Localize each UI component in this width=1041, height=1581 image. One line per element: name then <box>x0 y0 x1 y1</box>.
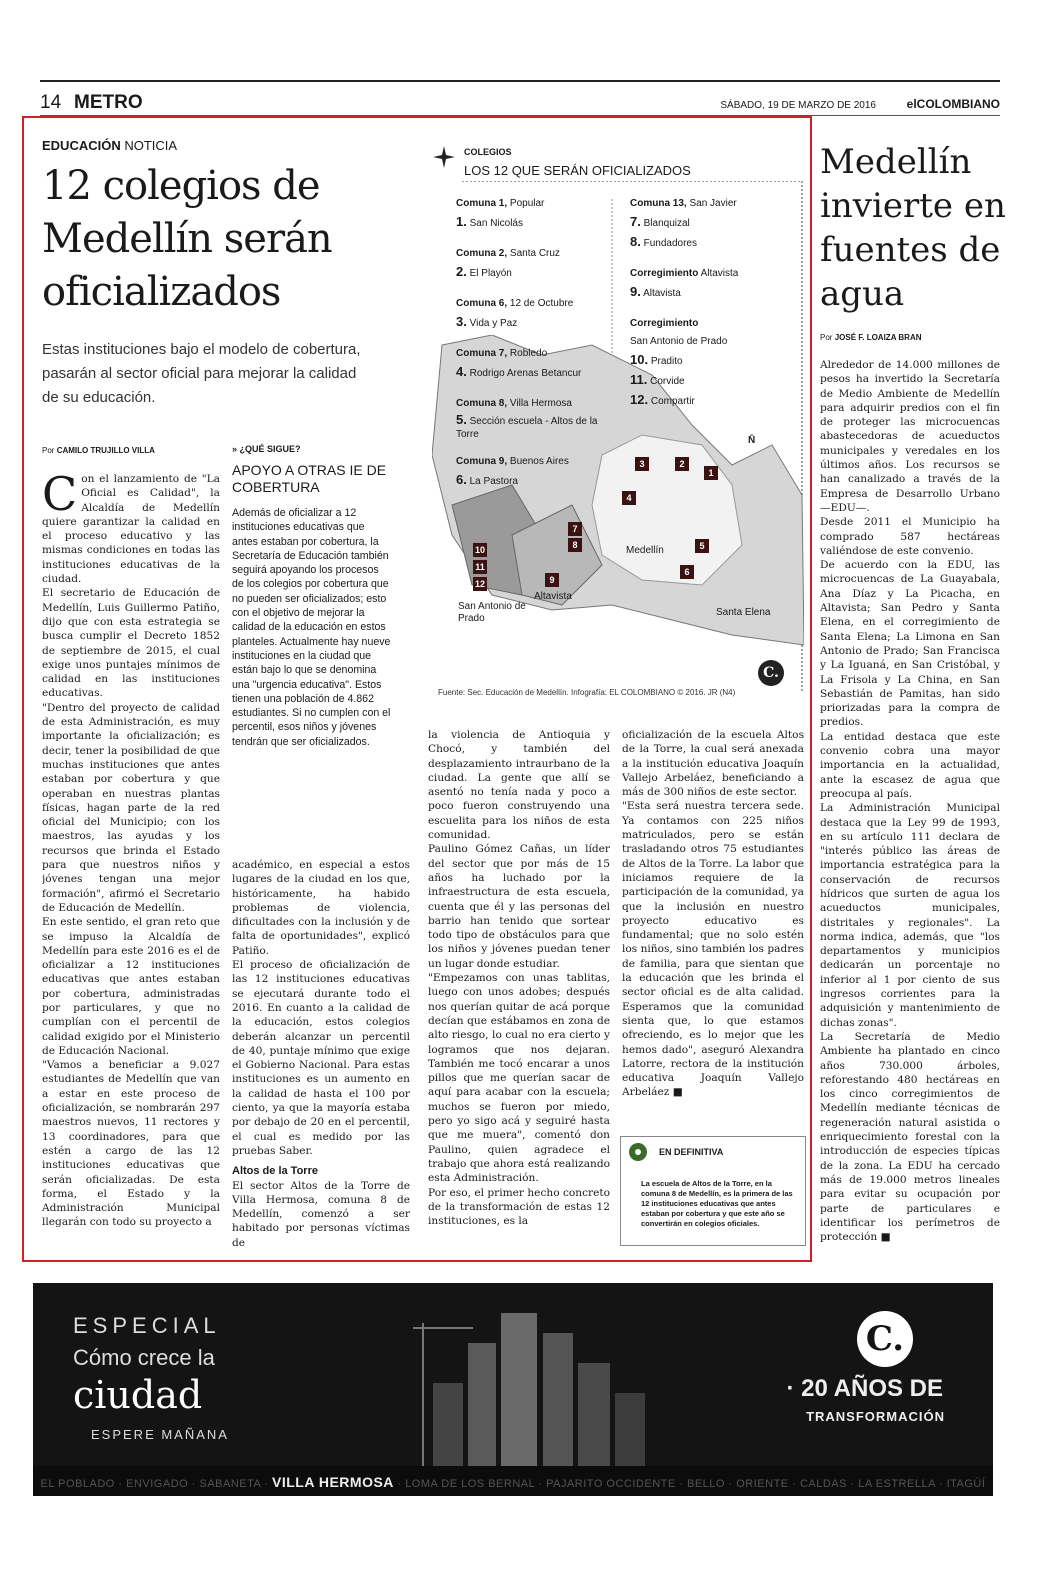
map-marker: 1 <box>704 466 718 480</box>
paragraph: El sector Altos de la Torre de Villa Hermosa, comuna 8 de Medellín, comenzó a ser habitado por personas víctimas de <box>232 1179 410 1248</box>
school-item: 3. Vida y Paz <box>456 314 518 329</box>
paragraph: La entidad destaca que este convenio cobra una mayor importancia en la actualidad, ante la escasez de agua que preocupa al país. <box>820 730 1000 800</box>
map-marker: 6 <box>680 565 694 579</box>
school-item: 4. Rodrigo Arenas Betancur <box>456 364 582 379</box>
school-item: 8. Fundadores <box>630 234 697 249</box>
map-marker: 3 <box>635 457 649 471</box>
infographic-tag: COLEGIOS <box>464 147 512 157</box>
en-definitiva-box <box>620 1136 806 1246</box>
map-marker: 8 <box>568 538 582 552</box>
byline-prefix: Por <box>42 446 55 455</box>
group-comuna-8: Comuna 8, Villa Hermosa <box>456 398 572 409</box>
group-comuna-7: Comuna 7, Robledo <box>456 348 548 359</box>
school-item: 10. Pradito <box>630 352 683 367</box>
article-byline <box>42 446 155 455</box>
school-group-right <box>630 195 800 411</box>
en-definitiva-text: La escuela de Altos de la Torre, en la comuna 8 de Medellín, es la primera de las 12 instituciones educativas que antes estaban por cobertura y que este año se convertirán en colegios oficiales. <box>641 1179 793 1228</box>
article-column-2 <box>232 858 410 1248</box>
kicker-type: NOTICIA <box>124 138 178 153</box>
paragraph: "Esta será nuestra tercera sede. Ya contamos con 225 niños matriculados, pero se están trasladando otros 75 estudiantes de Altos de la Torre. La labor que iniciamos requiere de la participación de la comunidad, ya que la inclusión en nuestro proyecto educativo es fundamental; que no solo estén los niños, sino también los padres de familia, para que sientan que la educación que les brinda el sector oficial es de alta calidad. Esperamos que la comunidad sienta que, lo que estamos ofreciendo, es lo mejor que les hemos dado", aseguró Alexandra Latorre, rectora de la institución educativa Joaquín Vallejo Arbeláez ■ <box>622 800 804 1099</box>
side-article-body <box>820 358 1000 1248</box>
paragraph: En este sentido, el gran reto que se impuso la Alcaldía de Medellín para este 2016 es el de oficializar a 12 instituciones educativas que antes estaban por cobertura, administradas por particulares, y que no cumplían con el percentil de calidad exigido por el Ministerio de Educación Nacional. <box>42 916 220 1057</box>
ad-neighborhood-strip <box>33 1466 993 1496</box>
compass-rose-icon <box>432 145 456 169</box>
ad-especial: ESPECIAL <box>73 1313 221 1338</box>
paragraph: El secretario de Educación de Medellín, Luis Guillermo Patiño, dijo que con esta estrategia se busca cumplir el Decreto 1852 de septiembre de 2015, el cual exige unos puntajes mínimos de calidad en las instituciones educativas. <box>42 587 220 700</box>
map-marker: 11 <box>473 560 487 574</box>
map-marker: 4 <box>622 491 636 505</box>
ad-cta: ESPERE MAÑANA <box>91 1427 229 1442</box>
school-item: 1. San Nicolás <box>456 214 523 229</box>
article-column-4 <box>622 728 804 1108</box>
page-header <box>40 92 1000 114</box>
paragraph: oficialización de la escuela Altos de la Torre, la cual será anexada a la institución educativa Joaquín Vallejo Arbeláez, beneficiando a más de 300 niños de este sector. <box>622 729 804 799</box>
school-item: 5. Sección escuela - Altos de la Torre <box>456 412 598 440</box>
article-column-3 <box>428 728 610 1248</box>
map-label-altavista: Altavista <box>534 591 572 602</box>
map-marker: 7 <box>568 522 582 536</box>
side-article-headline: Medellín invierte en fuentes de agua <box>820 142 1006 314</box>
ad-anniversary: · 20 AÑOS DE <box>786 1375 943 1402</box>
section-name: METRO <box>74 92 143 113</box>
map-label-santa-elena: Santa Elena <box>716 607 771 618</box>
group-comuna-1: Comuna 1, Popular <box>456 198 545 209</box>
en-definitiva-tag: EN DEFINITIVA <box>659 1147 724 1157</box>
newspaper-brand: elCOLOMBIANO <box>906 97 1000 111</box>
paragraph: "Vamos a beneficiar a 9.027 estudiantes de Medellín que van a estar en este proceso de oficialización, se nombrarán 297 maestros nuevos, 11 rectores y 13 coordinadores, para que estén a cargo de las 12 instituciones educativas que serán oficializadas. De esta forma, el Estado y la Administración Municipal llegarán con todo su proyecto a <box>42 1059 220 1229</box>
paragraph: Por eso, el primer hecho concreto de la transformación de estas 12 instituciones, es la <box>428 1186 610 1228</box>
issue-date: SÁBADO, 19 DE MARZO DE 2016 <box>720 100 876 111</box>
infographic-title: LOS 12 QUE SERÁN OFICIALIZADOS <box>464 163 691 178</box>
article-headline: 12 colegios de Medellín serán oficializados <box>42 163 332 315</box>
school-group-left <box>456 195 616 491</box>
map-marker: 2 <box>675 457 689 471</box>
paragraph: Paulino Gómez Cañas, un líder del sector que por más de 15 años ha luchado por la infraestructura de esta escuela, cuenta que él y las personas del barrio han tenido que sortear todo tipo de obstáculos para que los niños y jóvenes puedan tener un lugar donde estudiar. <box>428 843 610 970</box>
infographic-source: Fuente: Sec. Educación de Medellín. Infografía: EL COLOMBIANO © 2016. JR (N4) <box>438 688 736 697</box>
article-dek: Estas instituciones bajo el modelo de cobertura, pasarán al sector oficial para mejorar la calidad de su educación. <box>42 341 361 406</box>
map-marker: 9 <box>545 573 559 587</box>
group-comuna-2: Comuna 2, Santa Cruz <box>456 248 560 259</box>
article-column-1 <box>42 472 220 1252</box>
kicker-section: EDUCACIÓN <box>42 138 121 153</box>
paragraph: De acuerdo con la EDU, las microcuencas de La Guayabala, Ana Díaz y La Picacha, en Altavista; San Pedro y Santa Elena, en el corregimiento de Santa Elena; La Limona en San Antonio de Prado; San Francisca y La Iguaná, en San Cristóbal, y La Frisola y La China, en San Sebastián de Pamitas, han sido priorizadas para la compra de predios. <box>820 559 1000 729</box>
map-marker: 10 <box>474 545 485 555</box>
paragraph: la violencia de Antioquia y Chocó, y también del desplazamiento intraurbano de la ciudad. La gente que allí se asentó no tenía nada y poco a poco fueron construyendo una escuelita para los niños de esta comunidad. <box>428 729 610 842</box>
colombiano-logo: C. <box>758 660 784 686</box>
group-altavista: Corregimiento Altavista <box>630 268 739 279</box>
que-sigue-box <box>232 444 392 749</box>
que-sigue-body: Además de oficializar a 12 instituciones educativas que antes estaban por cobertura, la Secretaría de Educación también seguirá apoyando los procesos de los colegios por cobertura que no pueden ser oficializados; esto con el objetivo de mejorar la calidad de la educación en estos planteles. Actualmente hay nueve instituciones en la ciudad que están bajo lo que se denomina una "urgencia educativa". Estos tienen una población de 4.862 estudiantes. Si no cumplen con el percentil, esos niños y jóvenes tendrán que ser oficializados. <box>232 507 391 748</box>
ad-title: ciudad <box>73 1373 203 1417</box>
paragraph: "Dentro del proyecto de calidad de esta Administración, es muy importante la oficialización; es decir, tener la posibilidad de que muchas instituciones que antes estaban por cobertura y que operaban en nuestras plantas físicas, hagan parte de la red oficial del Municipio; con los maestros, las ayudas y los recursos que brinda el Estado para que nuestros niños y jóvenes tengan una mejor formación", afirmó el Secretario de Educación de Medellín. <box>42 701 220 914</box>
city-skyline-illustration <box>403 1303 683 1473</box>
subhead: Altos de la Torre <box>232 1165 318 1178</box>
paragraph: académico, en especial a estos lugares de la ciudad en los que, históricamente, ha habido problemas de violencia, dificultades con la inclusión y de falta de oportunidades", explicó Patiño. <box>232 859 410 957</box>
top-rule <box>40 80 1000 82</box>
ad-transformacion: TRANSFORMACIÓN <box>806 1409 945 1424</box>
school-item: 6. La Pastora <box>456 472 518 487</box>
group-comuna-9: Comuna 9, Buenos Aires <box>456 456 569 467</box>
schools-infographic <box>432 145 804 695</box>
byline-author: CAMILO TRUJILLO VILLA <box>56 446 155 455</box>
group-comuna-6: Comuna 6, 12 de Octubre <box>456 298 574 309</box>
colombiano-c-logo: C. <box>857 1311 913 1367</box>
page-number: 14 <box>40 92 62 113</box>
school-item: 7. Blanquizal <box>630 214 690 229</box>
paragraph: Desde 2011 el Municipio ha comprado 587 hectáreas valiéndose de este convenio. <box>820 516 1000 557</box>
paragraph: La Administración Municipal destaca que la Ley 99 de 1993, en su artículo 111 declara de "interés público las áreas de importancia estratégica para la conservación de recursos hídricos que surten de agua los acueductos municipales, distritales y regionales". La norma indica, además, que "los departamentos y municipios dedicarán un porcentaje no inferior al 1 por ciento de sus ingresos corrientes para la adquisición y mantenimiento de dichas zonas". <box>820 802 1000 1029</box>
que-sigue-tag: » ¿QUÉ SIGUE? <box>232 444 301 454</box>
paragraph: El proceso de oficialización de las 12 instituciones educativas se ejecutará durante todo el 2016. En cuanto a la calidad de la educación, estos colegios deberán alcanzar un percentil de 40, puntaje mínimo que exige el Gobierno Nacional. Para estas instituciones es un aumento en la calidad de hasta el 100 por ciento, ya que la mayoría estaba por debajo de 20 en el percentil, el cual es medido por las pruebas Saber. <box>232 959 410 1157</box>
drop-cap: C <box>42 472 78 521</box>
special-edition-ad <box>33 1283 993 1493</box>
map-marker: 5 <box>695 539 709 553</box>
school-item: 12. Compartir <box>630 392 695 407</box>
paragraph: La Secretaría de Medio Ambiente ha plantado en cinco años 730.000 árboles, reforestando 480 hectáreas en los cinco corregimientos de Medellín mediante técnicas de regeneración natural asistida o enriquecimiento forestal con la introducción de especies típicas de la zona. La EDU ha cercado más de 19.000 metros lineales para evitar su ocupación por parte de particulares e identificar los perímetros de protección ■ <box>820 1030 1000 1244</box>
paragraph: Con el lanzamiento de "La Oficial es Calidad", la Alcaldía de Medellín quiere garantizar la calidad en el proceso educativo y las mismas condiciones en todas las instituciones educativas de la ciudad. <box>42 472 220 586</box>
map-marker: 12 <box>474 579 485 589</box>
map-label-san-antonio: San Antonio de Prado <box>458 601 526 624</box>
paragraph: Alrededor de 14.000 millones de pesos ha invertido la Secretaría de Medio Ambiente de Medellín para adquirir predios con el fin de proteger las microcuencas abastecedoras de acueductos municipales y veredales en los últimos años. Los recursos se han canalizado a través de la Empresa de Desarrollo Urbano —EDU—. <box>820 359 1000 514</box>
paragraph: "Empezamos con unas tablitas, luego con unos adobes; después nos querían quitar de acá porque decían que estábamos en zona de alto riesgo, lo cual no era cierto y logramos que nos dejaran. También me tocó encarar a unos pillos que me querían sacar de aquí para acabar con la escuela; muchos se fueron por miedo, pero yo sigo acá y seguiré hasta que me muera", comentó don Paulino, quien agradece el trabajo que ahora está realizando esta Administración. <box>428 972 610 1185</box>
side-article-byline: Por JOSÉ F. LOAIZA BRAN <box>820 333 922 342</box>
school-item: 9. Altavista <box>630 284 681 299</box>
ad-subtitle: Cómo crece la <box>73 1345 215 1370</box>
school-item: 11. Corvide <box>630 372 685 387</box>
neighborhood-list: EL POBLADO · ENVIGADO · SABANETA · VILLA HERMOSA · LOMA DE LOS BERNAL · PAJARITO OCCIDENTE · BELLO · ORIENTE · CALDAS · LA ESTRELLA · ITAGÜÍ <box>40 1474 986 1490</box>
group-san-antonio: Corregimiento San Antonio de Prado <box>630 318 728 347</box>
north-indicator: N̄ <box>748 435 756 446</box>
map-label-medellin: Medellín <box>626 545 664 556</box>
que-sigue-title: APOYO A OTRAS IE DE COBERTURA <box>232 462 387 495</box>
article-kicker <box>42 138 177 153</box>
chevrons-icon: » <box>232 444 240 454</box>
school-item: 2. El Playón <box>456 264 512 279</box>
compass-icon <box>627 1141 649 1163</box>
group-comuna-13: Comuna 13, San Javier <box>630 198 737 209</box>
